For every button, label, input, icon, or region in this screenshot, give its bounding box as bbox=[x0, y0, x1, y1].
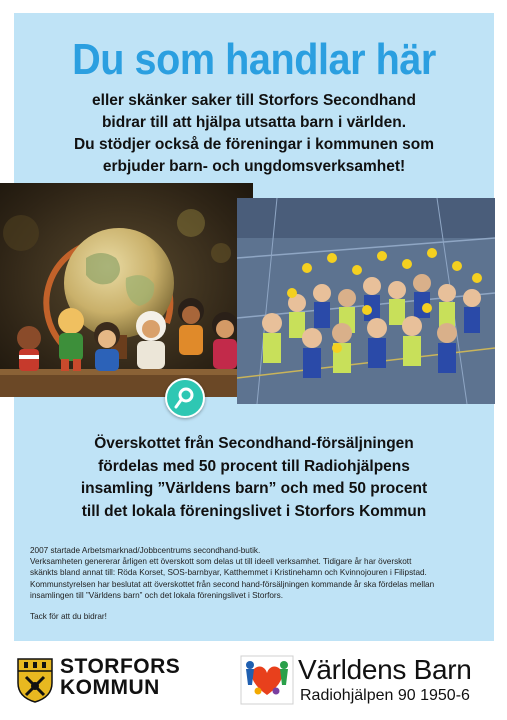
intro-line: erbjuder barn- och ungdomsverksamhet! bbox=[102, 158, 406, 175]
summary-line: insamling ”Världens barn” och med 50 procent bbox=[80, 480, 428, 497]
fineprint-line: Kommunstyrelsen har beslutat att överskottet från second hand-försäljningen kommande år ska fördelas mellan bbox=[30, 579, 435, 589]
storfors-coat-of-arms bbox=[16, 657, 54, 703]
summary-line: Överskottet från Secondhand-försäljningen bbox=[94, 435, 414, 452]
kommun-line: KOMMUN bbox=[60, 676, 160, 699]
summary-line: till det lokala föreningslivet i Storfors Kommun bbox=[81, 502, 427, 520]
fineprint-line: skänkts bland annat till: Röda Korset, SOS-barnbyar, Katthemmet i Kristinehamn och Kvinnojouren i Filipstad. bbox=[30, 568, 427, 578]
intro-text bbox=[24, 90, 484, 178]
children-group-photo bbox=[237, 198, 495, 404]
storfors-kommun-name bbox=[60, 656, 180, 698]
footer bbox=[0, 641, 507, 720]
fineprint-line: Verksamheten genererar årligen ett överskott som delas ut till ideell verksamhet. Tidigare år har överskott bbox=[30, 557, 412, 567]
fineprint-line: 2007 startade Arbetsmarknad/Jobbcentrums secondhand-butik. bbox=[30, 546, 261, 555]
thanks-text: Tack för att du bidrar! bbox=[30, 612, 107, 622]
summary-text bbox=[24, 433, 484, 523]
intro-line: Du stödjer också de föreningar i kommunen som bbox=[73, 136, 435, 153]
headline: Du som handlar här bbox=[72, 35, 436, 84]
intro-line: bidrar till att hjälpa utsatta barn i världen. bbox=[101, 114, 407, 131]
summary-line: fördelas med 50 procent till Radiohjälpens bbox=[98, 457, 410, 475]
globe-dolls-photo bbox=[0, 183, 253, 397]
storfors-line: STORFORS bbox=[60, 655, 181, 678]
fineprint bbox=[30, 545, 482, 622]
intro-line: eller skänker saker till Storfors Secondhand bbox=[92, 92, 416, 109]
fineprint-line: insamlingen till ”Världens barn” och det lokala föreningslivet i Storfors. bbox=[30, 590, 284, 600]
varldens-barn-name: Världens Barn bbox=[298, 654, 472, 685]
radiohjalpen-number: Radiohjälpen 90 1950-6 bbox=[300, 687, 470, 704]
varldens-barn-logo bbox=[240, 655, 294, 705]
location-pin-icon[interactable] bbox=[165, 378, 205, 418]
